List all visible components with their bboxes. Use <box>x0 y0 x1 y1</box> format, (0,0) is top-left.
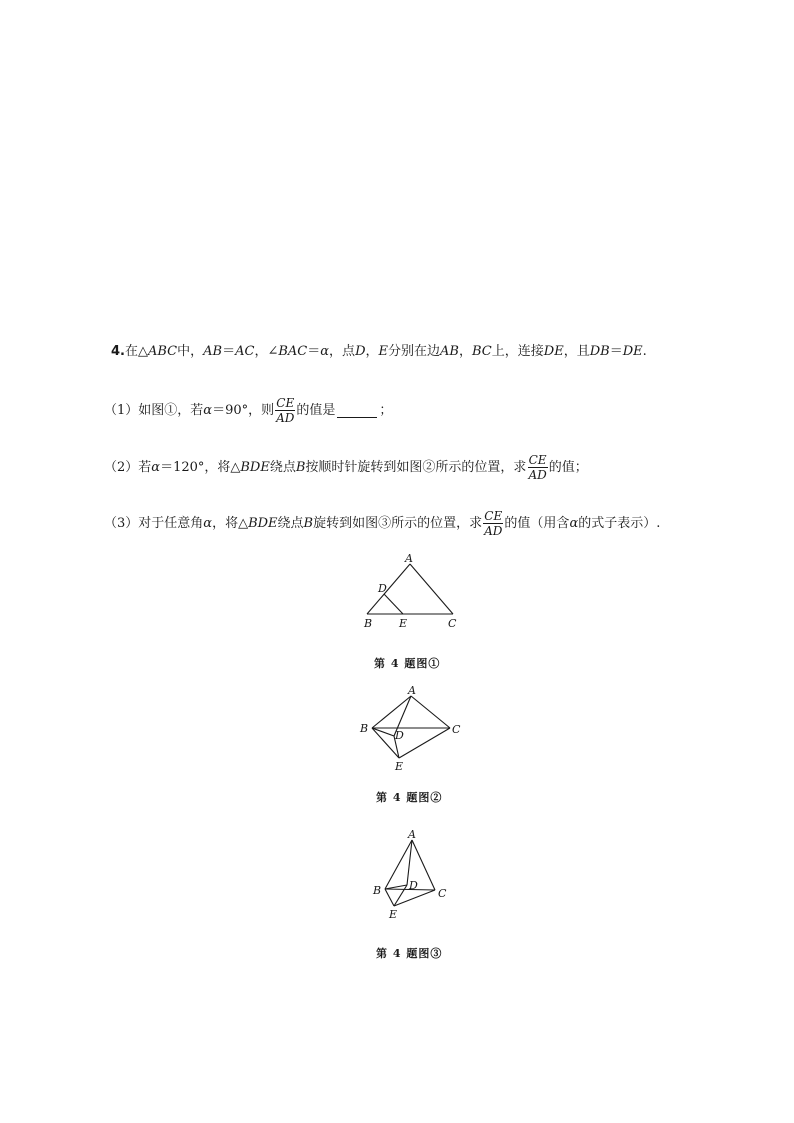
label-a: A <box>405 552 413 565</box>
label-d: D <box>409 879 418 892</box>
figure-3-caption: 第 4 题图③ <box>376 947 443 960</box>
label-b: B <box>360 722 369 735</box>
label-c: C <box>438 887 447 900</box>
question-part-3: （3）对于任意角 α ，将△ BDE 绕点 B 旋转到如图③所示的位置，求 $\frac{CE}{AD}$ 的值（用含 α 的式子表示）. <box>104 509 661 538</box>
figure-1-caption: 第 4 题图① <box>374 657 441 670</box>
figure-2-diagram <box>355 682 475 772</box>
segment-de <box>394 885 407 906</box>
label-a: A <box>408 828 416 841</box>
label-a: A <box>408 684 416 697</box>
segment-de <box>384 594 403 614</box>
label-d: D <box>395 729 404 742</box>
figure-1-diagram <box>355 552 475 632</box>
fraction-ce-ad: $\frac{CE}{AD}$ <box>276 396 295 425</box>
question-part-2: （2）若 α ＝120°，将△ BDE 绕点 B 按顺时针旋转到如图②所示的位置，求 $\frac{CE}{AD}$ 的值； <box>104 453 588 482</box>
label-c: C <box>452 723 461 736</box>
segment-ac <box>411 696 450 728</box>
segment-ab <box>367 564 410 614</box>
segment-ce <box>399 728 450 758</box>
segment-bd <box>385 885 407 889</box>
question-stem: 4. 在△ ABC 中， AB ＝ AC ，∠ BAC ＝ α ，点 D ， E 分别在边 AB ， BC 上，连接 DE ，且 DB ＝ DE . <box>111 342 647 362</box>
figure-3-diagram <box>365 826 465 926</box>
label-e: E <box>399 617 408 630</box>
label-e: E <box>389 908 398 921</box>
segment-ab <box>385 840 412 889</box>
label-e: E <box>395 760 404 773</box>
question-part-1: （1）如图①，若 α ＝90°，则 $\frac{CE}{AD}$ 的值是 ； <box>104 396 393 425</box>
fraction-ce-ad: $\frac{CE}{AD}$ <box>528 453 547 482</box>
segment-be <box>385 889 394 906</box>
answer-blank[interactable] <box>337 403 377 418</box>
label-b: B <box>373 884 382 897</box>
segment-ce <box>394 890 435 906</box>
question-number: 4. <box>111 344 125 359</box>
fraction-ce-ad: $\frac{CE}{AD}$ <box>484 509 503 538</box>
segment-ab <box>372 696 411 728</box>
segment-ac <box>410 564 453 614</box>
label-c: C <box>448 617 457 630</box>
label-b: B <box>364 617 373 630</box>
label-d: D <box>378 582 387 595</box>
figure-2-caption: 第 4 题图② <box>376 791 443 804</box>
